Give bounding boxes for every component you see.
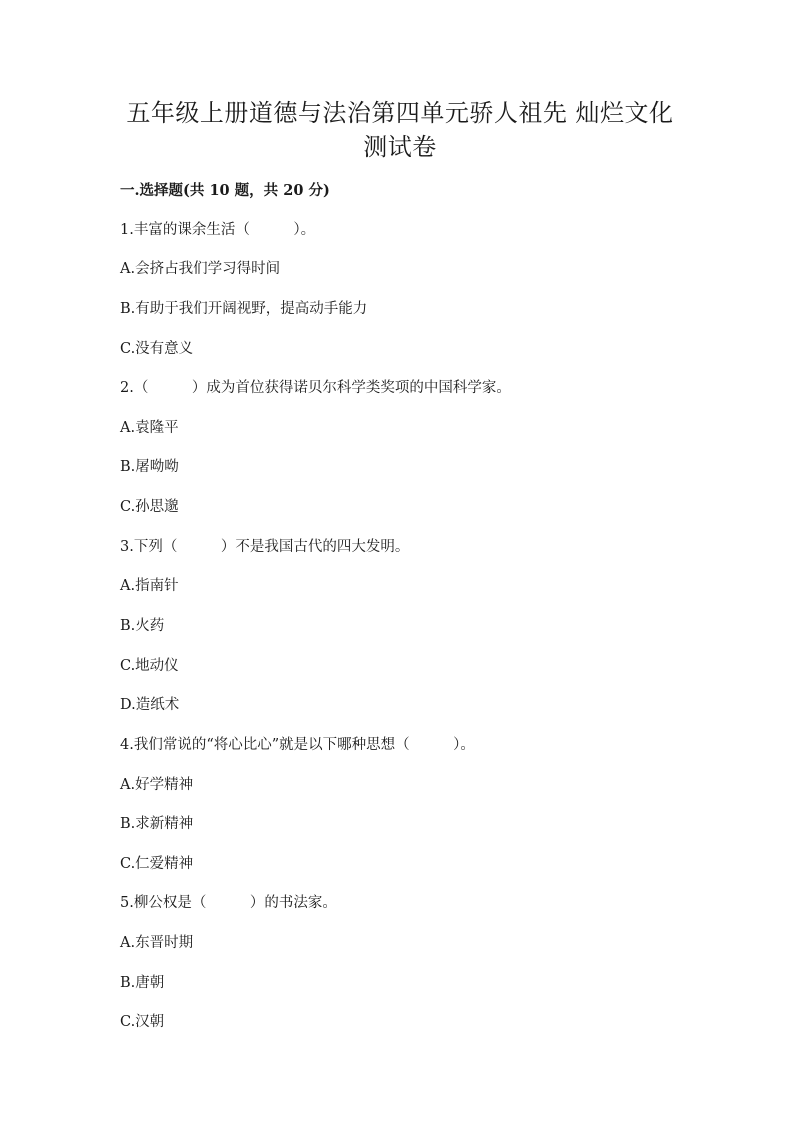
option-4a: A.好学精神	[120, 777, 194, 793]
option-1b: B.有助于我们开阔视野，提高动手能力	[120, 301, 368, 317]
question-stem-1: 1.丰富的课余生活（ ）。	[120, 222, 316, 238]
option-5c: C.汉朝	[120, 1014, 165, 1030]
option-4c: C.仁爱精神	[120, 856, 194, 872]
page-title-line-1: 五年级上册道德与法治第四单元骄人祖先 灿烂文化	[126, 99, 674, 127]
option-3b: B.火药	[120, 618, 165, 634]
question-stem-2: 2.（ ）成为首位获得诺贝尔科学类奖项的中国科学家。	[120, 380, 511, 396]
option-5a: A.东晋时期	[120, 935, 194, 951]
question-stem-3: 3.下列（ ）不是我国古代的四大发明。	[120, 539, 410, 555]
option-1c: C.没有意义	[120, 341, 194, 357]
option-1a: A.会挤占我们学习得时间	[120, 261, 281, 277]
option-5b: B.唐朝	[120, 975, 165, 991]
option-2c: C.孙思邈	[120, 499, 179, 515]
page-title-line-2: 测试卷	[363, 133, 437, 161]
option-4b: B.求新精神	[120, 816, 194, 832]
option-2b: B.屠呦呦	[120, 459, 179, 475]
question-stem-5: 5.柳公权是（ ）的书法家。	[120, 895, 337, 911]
option-3d: D.造纸术	[120, 697, 180, 713]
question-stem-4: 4.我们常说的“将心比心”就是以下哪种思想（ ）。	[120, 737, 475, 753]
section-heading: 一.选择题(共 10 题，共 20 分)	[120, 182, 330, 199]
option-3c: C.地动仪	[120, 658, 179, 674]
option-3a: A.指南针	[120, 578, 179, 594]
option-2a: A.袁隆平	[120, 420, 179, 436]
